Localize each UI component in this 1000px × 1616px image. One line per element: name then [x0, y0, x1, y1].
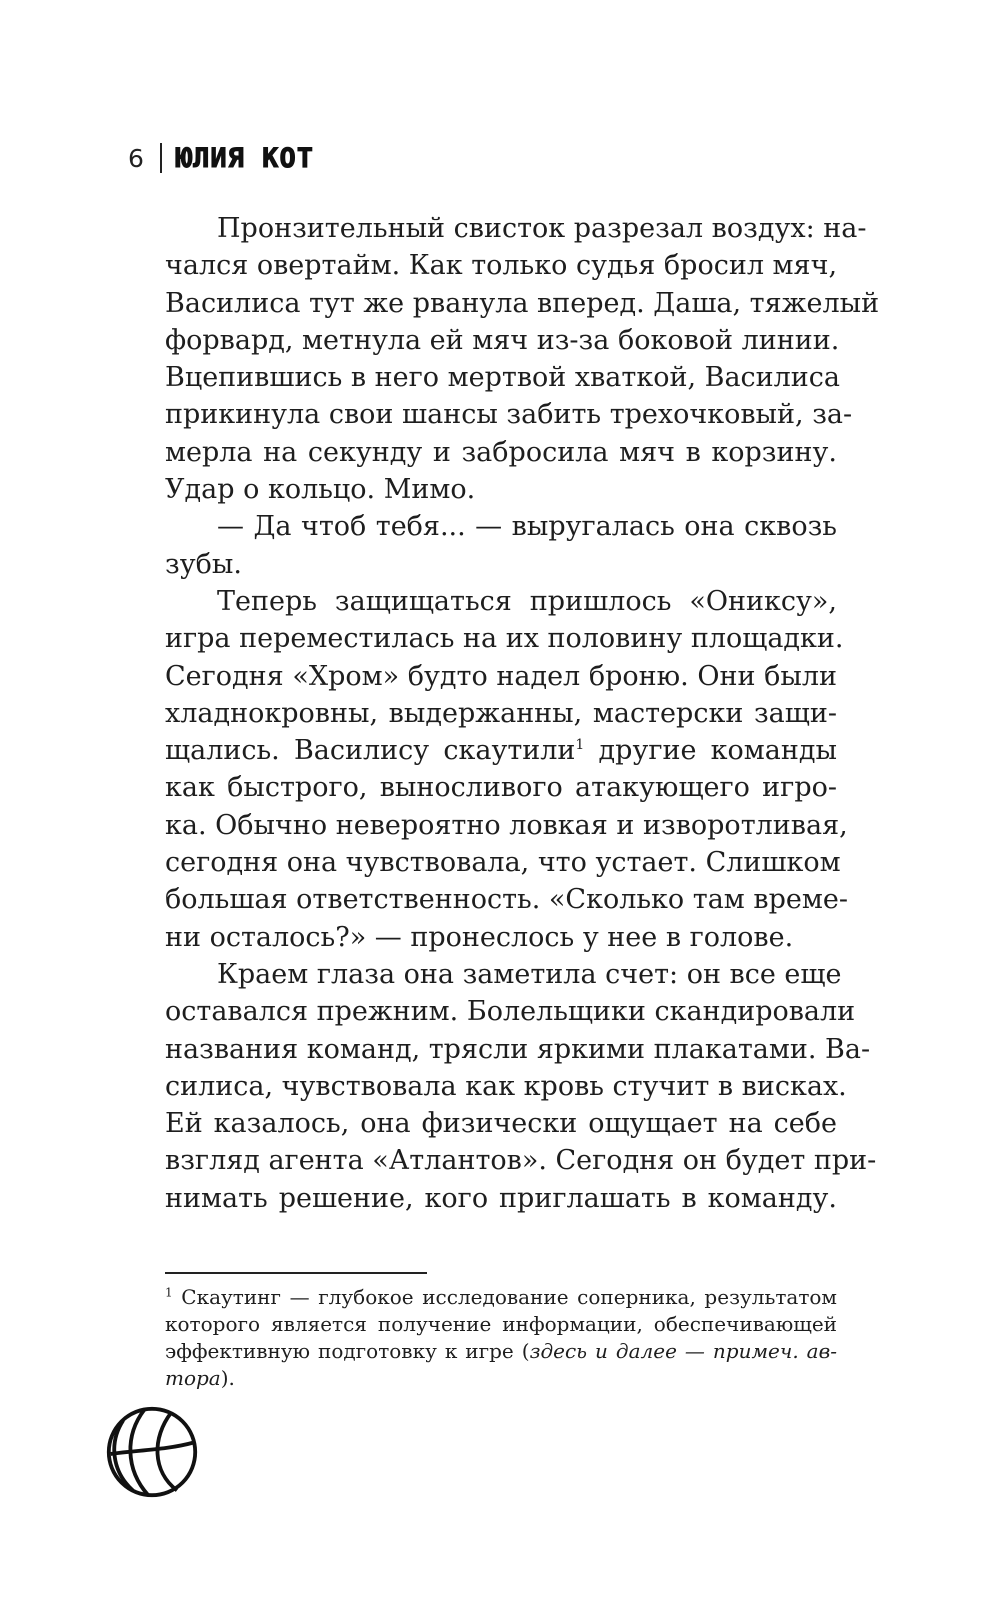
- text-line-content: Теперь защищаться пришлось «Ониксу»,: [217, 585, 837, 617]
- text-line: [165, 546, 837, 583]
- text-line-content: — Да чтоб тебя... — выругалась она сквозь: [217, 511, 837, 543]
- text-line-content: силиса, чувствовала как кровь стучит в висках.: [165, 1070, 847, 1102]
- text-line-content: Ей казалось, она физически ощущает на себе: [165, 1108, 837, 1140]
- text-line-content: Краем глаза она заметила счет: он все еще: [217, 958, 842, 990]
- text-line: [165, 658, 837, 695]
- text-line: [165, 807, 848, 844]
- footnote-text: которого является получение информации, обеспечивающей: [165, 1312, 837, 1336]
- footnote-text: Скаутинг — глубокое исследование соперника, результатом: [172, 1285, 837, 1309]
- text-line: [165, 359, 841, 396]
- text-line: [165, 993, 856, 1030]
- text-line: [165, 881, 848, 918]
- text-line-content: форвард, метнула ей мяч из-за боковой линии.: [165, 324, 840, 356]
- body-text: [165, 210, 880, 1217]
- text-line-content: прикинула свои шансы забить трехочковый, за-: [165, 399, 853, 431]
- text-line: [165, 1180, 837, 1217]
- footnote-line: [165, 1338, 837, 1365]
- footnote-italic: тора: [165, 1366, 221, 1390]
- text-line-content: чался овертайм. Как только судья бросил мяч,: [165, 250, 838, 282]
- text-line: [165, 434, 837, 471]
- text-line: [165, 285, 880, 322]
- text-line: [165, 956, 842, 993]
- text-line: [165, 732, 837, 769]
- text-line-content: большая ответственность. «Сколько там време-: [165, 884, 848, 916]
- text-line: [165, 769, 837, 806]
- text-line-content: ка. Обычно невероятно ловкая и изворотливая,: [165, 809, 848, 841]
- text-line-content: зубы.: [165, 548, 242, 580]
- footnote-line: [165, 1284, 837, 1311]
- author-name: ЮЛИЯ КОТ: [175, 142, 314, 174]
- text-line: [165, 210, 867, 247]
- text-line-content: Пронзительный свисток разрезал воздух: на-: [217, 213, 867, 244]
- page-number: 6: [128, 143, 144, 173]
- text-line: [165, 620, 844, 657]
- text-line-content: другие команды: [584, 735, 837, 767]
- text-line-content: названия команд, трясли яркими плакатами. Ва-: [165, 1033, 871, 1065]
- text-line: [165, 1142, 877, 1179]
- running-header: [128, 141, 314, 175]
- text-line-content: Вцепившись в него мертвой хваткой, Василиса: [165, 362, 841, 394]
- footnote-rule: [165, 1272, 427, 1274]
- footnote-line: [165, 1311, 837, 1338]
- text-line-content: как быстрого, выносливого атакующего игро-: [165, 772, 837, 804]
- text-line-content: хладнокровны, выдержанны, мастерски защи-: [165, 697, 837, 729]
- text-line-content: ни осталось?» — пронеслось у нее в голове.: [165, 921, 794, 953]
- text-line-content: оставался прежним. Болельщики скандировали: [165, 996, 856, 1028]
- text-line-content: игра переместилась на их половину площадки.: [165, 623, 844, 655]
- text-line-content: сегодня она чувствовала, что устает. Слишком: [165, 847, 841, 879]
- footnote-marker: 1: [165, 1285, 173, 1300]
- text-line-content: Василиса тут же рванула вперед. Даша, тяжелый: [165, 287, 880, 319]
- text-line: [165, 471, 837, 508]
- footnote-text: ).: [220, 1366, 235, 1390]
- text-line-content: Удар о кольцо. Мимо.: [165, 474, 476, 506]
- text-line: [165, 322, 840, 359]
- text-line-content: щались. Василису скаутили: [165, 735, 576, 767]
- text-line-content: нимать решение, кого приглашать в команду.: [165, 1182, 837, 1214]
- text-line: [165, 1068, 847, 1105]
- footnote-line: [165, 1365, 837, 1392]
- footnote-reference: 1: [575, 737, 585, 754]
- text-line-content: мерла на секунду и забросила мяч в корзину.: [165, 436, 837, 468]
- text-line-content: Сегодня «Хром» будто надел броню. Они были: [165, 660, 837, 692]
- text-line: [165, 844, 841, 881]
- text-line: [165, 508, 837, 545]
- text-line: [165, 247, 837, 284]
- text-line: [165, 919, 837, 956]
- text-line: [165, 583, 837, 620]
- footnote: [165, 1284, 837, 1392]
- text-line: [165, 695, 837, 732]
- header-divider: [160, 143, 162, 173]
- text-line: [165, 1105, 837, 1142]
- text-line-content: взгляд агента «Атлантов». Сегодня он будет при-: [165, 1145, 877, 1177]
- basketball-icon: [104, 1404, 200, 1500]
- text-line: [165, 1031, 871, 1068]
- footnote-text: эффективную подготовку к игре (: [165, 1339, 530, 1363]
- text-line: [165, 396, 853, 433]
- footnote-italic: здесь и далее — примеч. ав-: [529, 1339, 838, 1363]
